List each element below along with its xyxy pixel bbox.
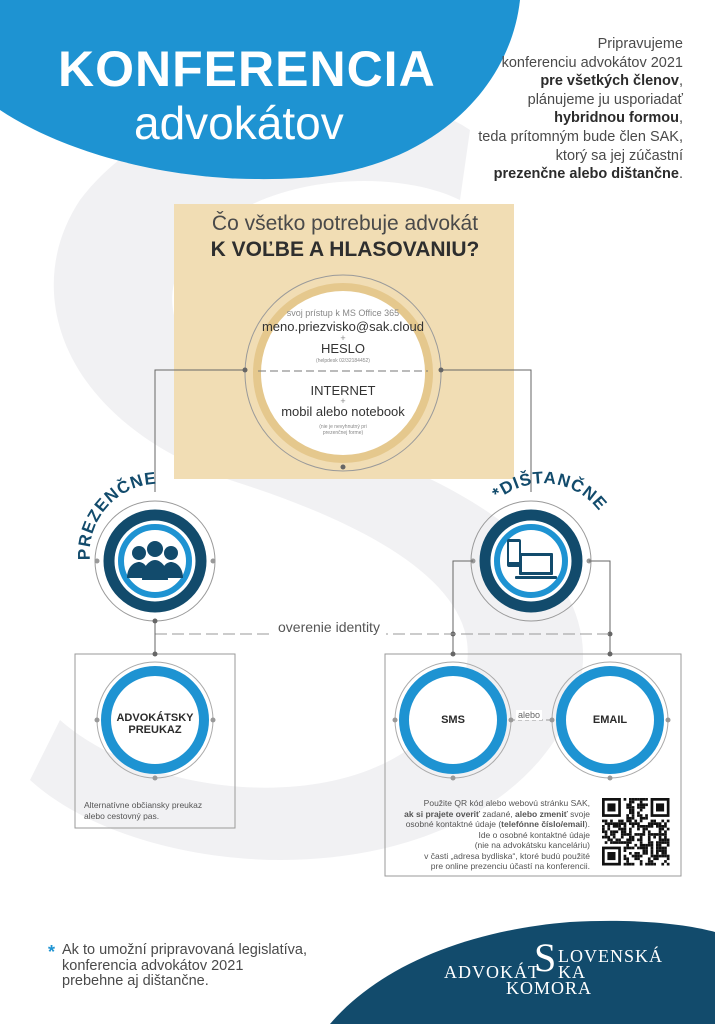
intro-line: pre všetkých členov,	[540, 73, 683, 90]
device-label: mobil alebo notebook	[281, 404, 405, 419]
email-value: meno.priezvisko@sak.cloud	[261, 319, 425, 334]
footnote	[62, 943, 307, 990]
plus-sign: +	[340, 396, 346, 406]
logo-line3: KOMORA	[506, 978, 593, 998]
intro-line: ktorý sa jej zúčastní	[555, 147, 683, 164]
intro-line: plánujeme ju usporiadať	[527, 91, 683, 108]
device-note: prezenčnej forme)	[322, 430, 364, 436]
card-label	[105, 712, 205, 736]
remote-label-svg	[438, 460, 638, 580]
in-person-label-svg	[60, 460, 250, 570]
logo-line2b: KA	[558, 962, 586, 982]
note-line: pre online prezenciu účastí na konferencii.	[430, 861, 590, 871]
footnote-line: konferencia advokátov 2021	[62, 957, 244, 974]
qr-explanation	[388, 798, 590, 872]
card-label-line: PREUKAZ	[128, 724, 182, 736]
svg-text:*DIŠTANČNE	[489, 468, 611, 514]
logo-line1: LOVENSKÁ	[558, 946, 663, 966]
identity-label: overenie identity	[272, 619, 386, 635]
note-line: (nie na advokátsku kanceláriu)	[474, 840, 590, 850]
in-person-label: PREZENČNE	[74, 468, 158, 561]
qr-code-icon	[602, 798, 670, 866]
page-title: KONFERENCIA	[58, 41, 436, 97]
footnote-line: Ak to umožní pripravovaná legislatíva,	[62, 942, 308, 958]
requirements-heading: Čo všetko potrebuje advokát	[211, 212, 479, 235]
note-line: Ide o osobné kontaktné údaje	[478, 829, 590, 840]
password-note: (helpdesk 02/32184452)	[316, 358, 370, 364]
card-alternative	[84, 800, 202, 821]
intro-line: hybridnou formou,	[554, 110, 683, 127]
note-line: v časti „adresa bydliska“, ktoré budú použité	[424, 850, 590, 861]
email-label: EMAIL	[592, 714, 628, 726]
note-line: Alternatívne občiansky preukaz	[84, 800, 203, 810]
intro-line: konferenciu advokátov 2021	[501, 54, 683, 71]
note-line: ak si prajete overiť zadané, alebo zmeniť svoje	[404, 808, 590, 819]
page-subtitle: advokátov	[134, 97, 344, 149]
card-label-line: ADVOKÁTSKY	[116, 712, 194, 724]
device-note: (nie je nevyhnutný pri	[319, 424, 367, 430]
svg-text:PREZENČNE	[75, 468, 158, 560]
sak-logo	[440, 935, 670, 1000]
note-line: alebo cestovný pas.	[84, 810, 160, 821]
intro-line: prezenčne alebo dištančne.	[493, 166, 683, 183]
intro-line: teda prítomným bude člen SAK,	[478, 128, 683, 145]
intro-text	[433, 35, 683, 184]
requirements-heading-bold: K VOĽBE A HLASOVANIU?	[210, 238, 480, 261]
note-line: Použite QR kód alebo webovú stránku SAK,	[423, 798, 590, 808]
plus-sign: +	[340, 333, 346, 343]
logo-line2a: ADVOKÁT	[444, 962, 540, 982]
password-label: HESLO	[320, 341, 366, 356]
internet-label: INTERNET	[310, 383, 376, 398]
sms-label: SMS	[441, 714, 465, 726]
footnote-line: prebehne aj dištančne.	[62, 973, 209, 989]
or-label: alebo	[518, 710, 541, 720]
remote-label: *DIŠTANČNE	[488, 468, 612, 515]
footnote-asterisk: *	[48, 942, 56, 962]
intro-line: Pripravujeme	[597, 36, 683, 52]
logo-mark: S	[534, 935, 557, 980]
note-line: osobné kontaktné údaje (telefónne číslo/email).	[405, 819, 590, 829]
access-label: svoj prístup k MS Office 365	[286, 308, 400, 318]
